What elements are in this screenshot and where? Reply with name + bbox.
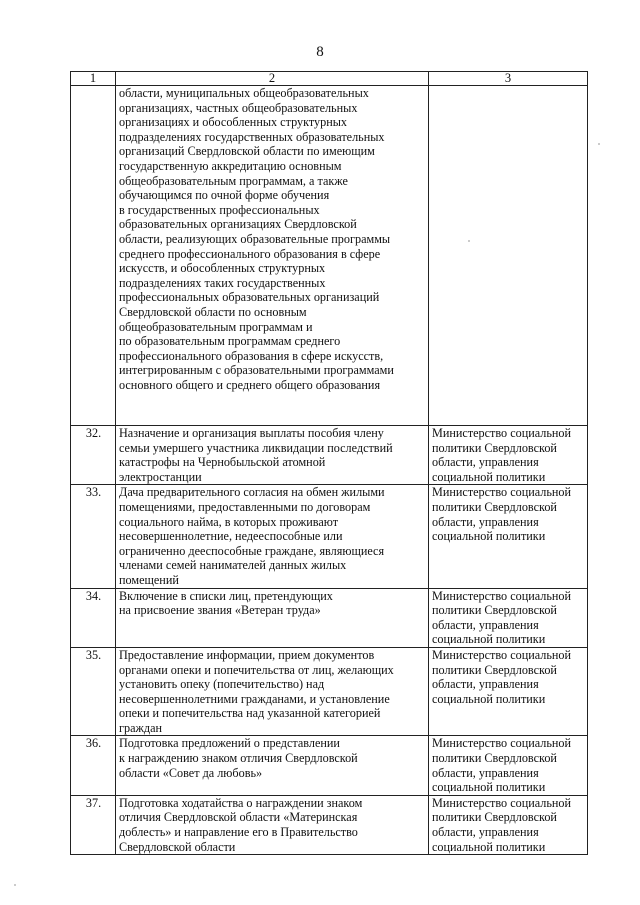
row-number: 37. bbox=[71, 795, 116, 854]
continuation-line: государственную аккредитацию основным bbox=[119, 158, 342, 173]
service-description bbox=[116, 588, 429, 647]
row-number: 33. bbox=[71, 485, 116, 588]
service-line: граждан bbox=[119, 720, 163, 735]
authority-line: области, управления bbox=[432, 514, 539, 529]
authority-line: политики Свердловской bbox=[432, 662, 557, 677]
continuation-line: общеобразовательным программам, а также bbox=[119, 173, 348, 188]
service-line: несовершеннолетними гражданами, и установление bbox=[119, 691, 390, 706]
authority-line: Министерство социальной bbox=[432, 736, 572, 751]
continuation-line: основного общего и среднего общего образования bbox=[119, 377, 381, 392]
service-description bbox=[116, 736, 429, 795]
authority-line: области, управления bbox=[432, 765, 539, 780]
continuation-line: общеобразовательным программам и bbox=[119, 319, 313, 334]
continuation-text-cell bbox=[116, 86, 429, 426]
service-line: помещениями, предоставленными по договорам bbox=[119, 499, 371, 514]
authority-line: области, управления bbox=[432, 617, 539, 632]
continuation-line: обучающимся по очной форме обучения bbox=[119, 188, 330, 203]
service-line: отличия Свердловской области «Материнская bbox=[119, 810, 358, 825]
continuation-line: профессиональных образовательных организаций bbox=[119, 290, 380, 305]
service-line: ограниченно дееспособные граждане, являющиеся bbox=[119, 543, 385, 558]
scan-speck bbox=[598, 143, 600, 145]
table-row bbox=[71, 426, 588, 485]
scan-speck bbox=[468, 240, 470, 242]
header-col-1: 1 bbox=[71, 72, 116, 86]
table-row bbox=[71, 736, 588, 795]
service-line: Назначение и организация выплаты пособия члену bbox=[119, 426, 384, 440]
table-row bbox=[71, 485, 588, 588]
service-line: помещений bbox=[119, 572, 179, 587]
service-line: членами семей нанимателей данных жилых bbox=[119, 558, 347, 573]
authority-line: области, управления bbox=[432, 825, 539, 840]
authority-line: социальной политики bbox=[432, 529, 546, 544]
service-line: органами опеки и попечительства от лиц, желающих bbox=[119, 662, 394, 677]
continuation-num-cell bbox=[71, 86, 116, 426]
continuation-line: по образовательным программам среднего bbox=[119, 334, 341, 349]
service-description bbox=[116, 485, 429, 588]
continuation-line: организациях, частных общеобразовательных bbox=[119, 100, 358, 115]
authority-line: политики Свердловской bbox=[432, 751, 557, 766]
service-line: установить опеку (попечительство) над bbox=[119, 677, 325, 692]
service-line: Свердловской области bbox=[119, 839, 236, 854]
page-number: 8 bbox=[316, 44, 324, 60]
service-line: к награждению знаком отличия Свердловской bbox=[119, 751, 358, 766]
continuation-row bbox=[71, 86, 588, 426]
authority-line: социальной политики bbox=[432, 632, 546, 647]
service-line: Дача предварительного согласия на обмен жилыми bbox=[119, 485, 385, 500]
service-line: области «Совет да любовь» bbox=[119, 765, 263, 780]
authority-line: политики Свердловской bbox=[432, 603, 557, 618]
authority-line: политики Свердловской bbox=[432, 499, 557, 514]
scan-speck bbox=[14, 884, 16, 886]
service-line: доблесть» и направление его в Правительство bbox=[119, 825, 358, 840]
service-line: на присвоение звания «Ветеран труда» bbox=[119, 603, 321, 618]
authority-line: области, управления bbox=[432, 677, 539, 692]
header-col-2: 2 bbox=[116, 72, 429, 86]
continuation-line: подразделениях таких государственных bbox=[119, 275, 326, 290]
service-line: опеки и попечительства над указанной категорией bbox=[119, 706, 381, 721]
service-line: Подготовка ходатайства о награждении знаком bbox=[119, 795, 363, 810]
continuation-line: подразделениях государственных образовательных bbox=[119, 129, 385, 144]
authority-line: социальной политики bbox=[432, 780, 546, 795]
service-line: Подготовка предложений о представлении bbox=[119, 736, 340, 751]
service-line: катастрофы на Чернобыльской атомной bbox=[119, 455, 326, 470]
table-row bbox=[71, 795, 588, 854]
service-line: Предоставление информации, прием документов bbox=[119, 647, 375, 662]
continuation-line: образовательных организациях Свердловской bbox=[119, 217, 357, 232]
continuation-authority-cell bbox=[429, 86, 588, 426]
responsible-authority bbox=[429, 736, 588, 795]
authority-line: социальной политики bbox=[432, 691, 546, 706]
continuation-line: интегрированным с образовательными программами bbox=[119, 363, 394, 378]
continuation-line: области, реализующих образовательные программы bbox=[119, 231, 391, 246]
continuation-line: организациях и обособленных структурных bbox=[119, 115, 348, 130]
table-row bbox=[71, 588, 588, 647]
row-number: 34. bbox=[71, 588, 116, 647]
service-description bbox=[116, 426, 429, 485]
continuation-line: в государственных профессиональных bbox=[119, 202, 320, 217]
responsible-authority bbox=[429, 588, 588, 647]
responsible-authority bbox=[429, 485, 588, 588]
authority-line: политики Свердловской bbox=[432, 440, 557, 455]
row-number: 32. bbox=[71, 426, 116, 485]
service-line: Включение в списки лиц, претендующих bbox=[119, 588, 333, 603]
row-number: 36. bbox=[71, 736, 116, 795]
service-description bbox=[116, 647, 429, 736]
row-number: 35. bbox=[71, 647, 116, 736]
continuation-line: Свердловской области по основным bbox=[119, 304, 307, 319]
service-description bbox=[116, 795, 429, 854]
table-row bbox=[71, 647, 588, 736]
service-line: семьи умершего участника ликвидации последствий bbox=[119, 440, 393, 455]
continuation-line: организаций Свердловской области по имеющим bbox=[119, 144, 375, 159]
service-line: социального найма, в которых проживают bbox=[119, 514, 339, 529]
authority-line: Министерство социальной bbox=[432, 647, 572, 662]
service-line: несовершеннолетние, недееспособные или bbox=[119, 529, 343, 544]
authority-line: области, управления bbox=[432, 455, 539, 470]
authority-line: Министерство социальной bbox=[432, 426, 572, 440]
responsible-authority bbox=[429, 795, 588, 854]
responsible-authority bbox=[429, 426, 588, 485]
continuation-line: искусств, и обособленных структурных bbox=[119, 261, 326, 276]
header-col-3: 3 bbox=[429, 72, 588, 86]
authority-line: социальной политики bbox=[432, 469, 546, 484]
service-line: электростанции bbox=[119, 469, 202, 484]
authority-line: Министерство социальной bbox=[432, 588, 572, 603]
authority-line: Министерство социальной bbox=[432, 795, 572, 810]
services-table bbox=[70, 71, 588, 855]
continuation-line: области, муниципальных общеобразовательных bbox=[119, 86, 369, 100]
authority-line: Министерство социальной bbox=[432, 485, 572, 500]
responsible-authority bbox=[429, 647, 588, 736]
authority-line: политики Свердловской bbox=[432, 810, 557, 825]
table-header-row bbox=[71, 72, 588, 86]
continuation-line: профессионального образования в сфере искусств, bbox=[119, 348, 384, 363]
authority-line: социальной политики bbox=[432, 839, 546, 854]
continuation-line: среднего профессионального образования в сфере bbox=[119, 246, 381, 261]
